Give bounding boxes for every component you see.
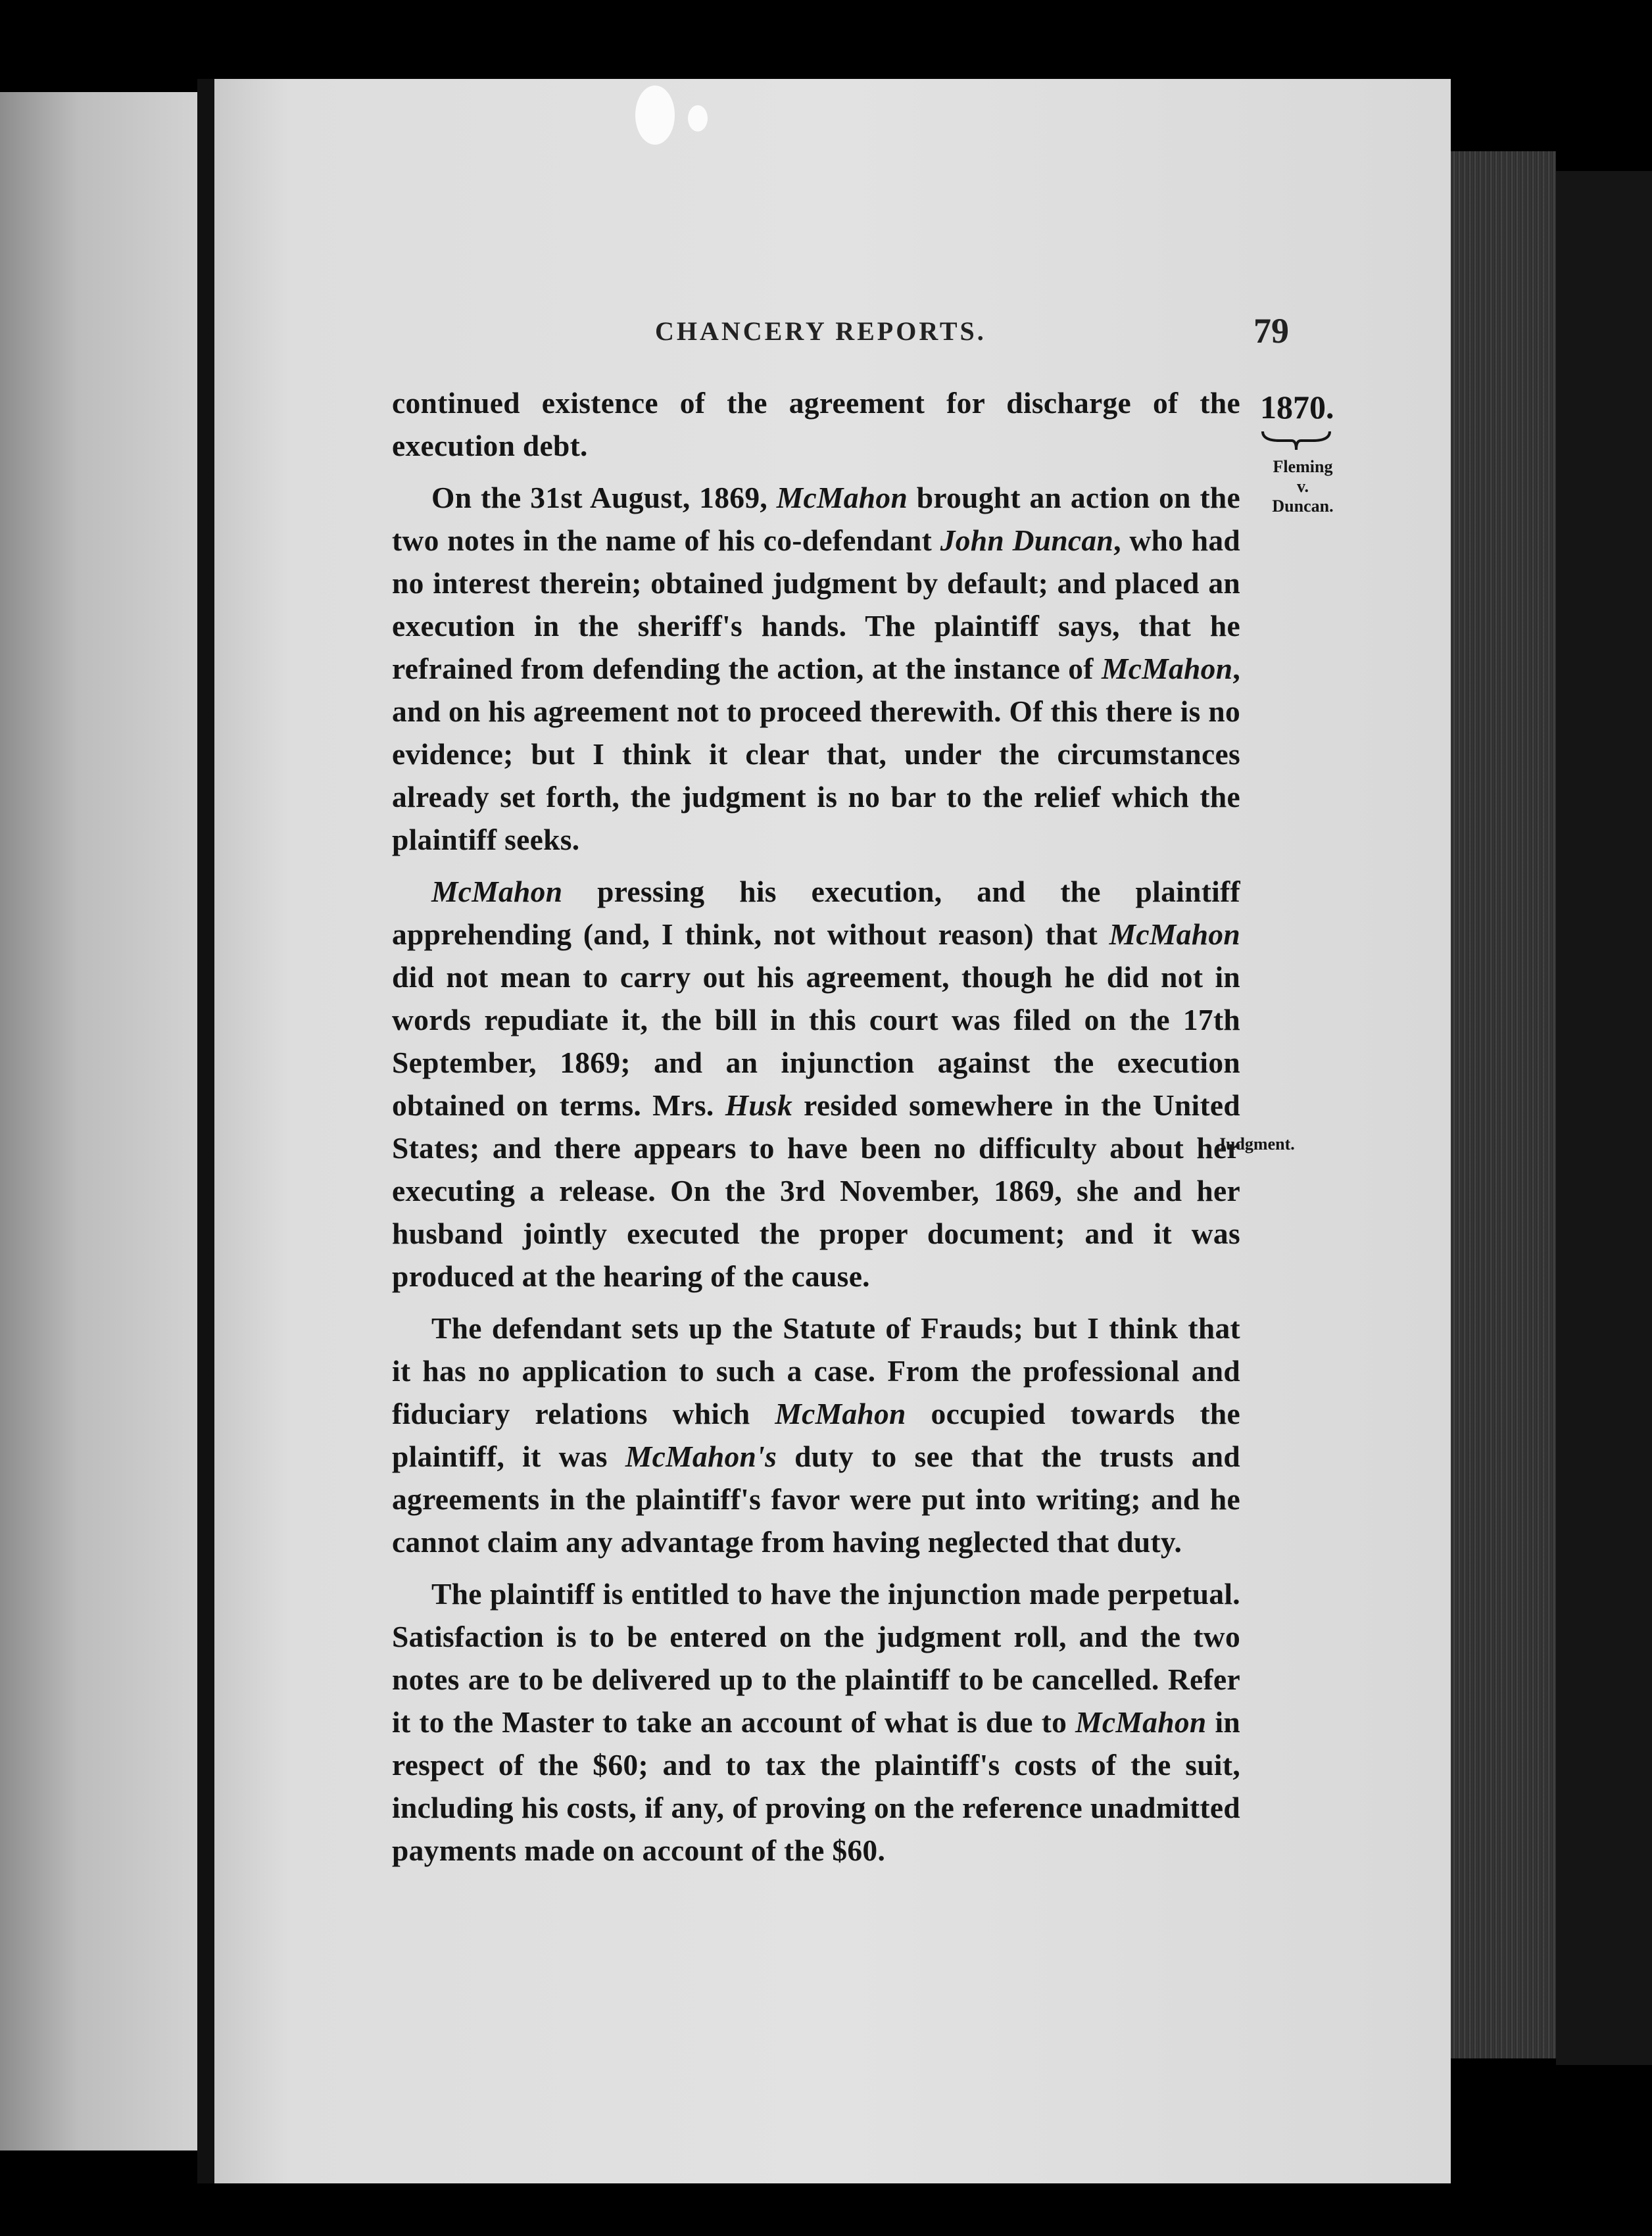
text-span: pressing his execution, and the plaintiff apprehending (and, I think, not without reason) that <box>392 875 1240 951</box>
margin-case-name <box>1260 457 1346 516</box>
margin-case-party-2: Duncan. <box>1272 497 1334 516</box>
text-span: On the 31st August, 1869, <box>431 481 777 514</box>
party-name: McMahon <box>1109 917 1240 951</box>
text-span: The defendant sets up the Statute of Frauds; but I think that it has no application to such a case. From the professional and fiduciary relations which <box>392 1311 1240 1430</box>
paragraph-5 <box>392 1572 1240 1872</box>
brace-icon <box>1260 427 1332 454</box>
party-name: McMahon's <box>625 1440 777 1473</box>
paragraph-4 <box>392 1307 1240 1563</box>
page-header <box>214 311 1451 368</box>
party-name: McMahon <box>776 481 908 514</box>
paragraph-2 <box>392 476 1240 861</box>
party-name: Husk <box>725 1088 793 1122</box>
text-span: occupied towards the plaintiff, it was <box>392 1397 1240 1473</box>
book-gutter <box>197 79 214 2183</box>
party-name: McMahon <box>1075 1705 1207 1739</box>
text-span: , and on his agreement not to proceed therewith. Of this there is no evidence; but I think it clear that, under the circumstances already set forth, the judgment is no bar to the relief which the plaintiff seeks. <box>392 652 1240 856</box>
party-name: McMahon <box>1101 652 1233 685</box>
margin-judgment-label: Judgment. <box>1217 1134 1295 1154</box>
body-text <box>392 381 1240 1881</box>
paragraph-1: continued existence of the agreement for discharge of the execution debt. <box>392 386 1240 462</box>
party-name: McMahon <box>431 875 563 908</box>
margin-case-versus: v. <box>1296 477 1309 496</box>
book-cover-shadow <box>1556 171 1652 2065</box>
scan-speck <box>635 85 675 145</box>
running-head: CHANCERY REPORTS. <box>655 316 986 346</box>
party-name: McMahon <box>775 1397 906 1430</box>
page-number: 79 <box>1253 311 1289 351</box>
book-page <box>214 79 1451 2183</box>
text-span: did not mean to carry out his agreement, though he did not in words repudiate it, the bill in this court was filed on the 17th September, 1869; and an injunction against the execution obtained on terms. Mrs. <box>392 960 1240 1122</box>
margin-year: 1870. <box>1260 389 1334 425</box>
text-span: duty to see that the trusts and agreements in the plaintiff's favor were put into writing; and he cannot claim any advantage from having neglected that duty. <box>392 1440 1240 1559</box>
scan-speck <box>688 105 708 132</box>
margin-case-party-1: Fleming <box>1273 457 1333 476</box>
text-span: The plaintiff is entitled to have the injunction made perpetual. Satisfaction is to be entered on the judgment roll, and the two notes are to be delivered up to the plaintiff to be cancelled. Refer it to the Master to take an account of what is due to <box>392 1577 1240 1739</box>
previous-page-edge <box>0 92 198 2151</box>
text-span: brought an action on the two notes in the name of his co-defendant <box>392 481 1240 557</box>
text-span: resided somewhere in the United States; and there appears to have been no difficulty about her executing a release. On the 3rd November, 1869, she and her husband jointly executed the proper document; and it was produced at the hearing of the cause. <box>392 1088 1241 1293</box>
text-span: , who had no interest therein; obtained judgment by default; and placed an execution in the sheriff's hands. The plaintiff says, that he refrained from defending the action, at the instance of <box>392 523 1240 685</box>
page-edges-stack <box>1451 151 1556 2058</box>
paragraph-3 <box>392 870 1240 1298</box>
party-name: John Duncan <box>940 523 1114 557</box>
text-span: in respect of the $60; and to tax the plaintiff's costs of the suit, including his costs, if any, of proving on the reference unadmitted payments made on account of the $60. <box>392 1705 1240 1867</box>
